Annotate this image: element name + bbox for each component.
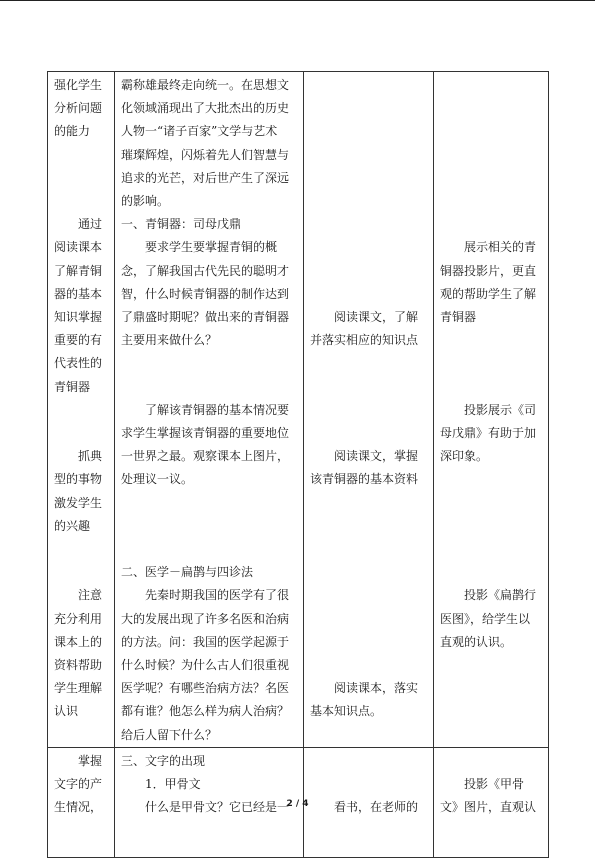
cell-text-line: 抓典 [54,449,103,464]
cell-text-line: 展示相关的青 [440,240,537,255]
cell-text-line: 观的帮助学生了解 [440,286,537,301]
cell-text-line: 投影展示《司 [440,402,537,417]
cell-text-line: 母戊鼎》有助于加 [440,426,537,441]
cell-text-line: 青铜器 [54,379,91,394]
cell-text-line: 什么时候？为什么古人们很重视 [121,658,290,673]
cell-text-line: 课本上的 [54,634,103,649]
cell-text-line: 都有谁？他怎么样为病人治病？ [121,704,290,719]
cell-text-line [310,773,430,796]
cell-text-line [121,538,300,561]
cell-text-line [310,213,430,236]
cell-text-line: 阅读课文，了解 [310,310,419,325]
cell-text-line [310,608,430,631]
cell-text-line [54,422,111,445]
cell-text-line: 分析问题 [54,101,103,116]
cell-text-line: 掌握 [54,753,103,768]
cell-text-line: 处理议一议。 [121,472,194,487]
cell-text-line [54,167,111,190]
cell-text-line [310,561,430,584]
cell-text-line [54,399,111,422]
cell-text-line [440,329,545,352]
cell-text-line: 文》图片，直观认 [440,800,537,815]
cell-text-line: 阅读课本 [54,240,103,255]
cell-text-line: 给后人留下什么？ [121,727,218,742]
cell-text-line: 1．甲骨文 [121,777,201,792]
cell-text-line [440,74,545,97]
cell-text-line: 铜器投影片，更直 [440,263,537,278]
cell-text-line [310,352,430,375]
cell-content [115,72,304,748]
cell-text-line [310,97,430,120]
cell-text-line [310,584,430,607]
cell-text-line [121,492,300,515]
table-row [48,72,549,748]
cell-text-line [310,74,430,97]
cell-text-line [440,376,545,399]
cell-text-line: 先秦时期我国的医学有了很 [121,588,290,603]
cell-text-line: 该青铜器的基本资料 [310,472,419,487]
cell-text-line: 强化学生 [54,78,103,92]
cell-text-line: 深印象。 [440,449,489,464]
cell-text-line [54,561,111,584]
cell-text-line: 医学呢？有哪些治病方法？名医 [121,681,290,696]
cell-text-line: 的影响。 [121,194,170,209]
cell-text-line: 青铜器 [440,310,477,325]
cell-text-line [310,190,430,213]
cell-text-line [440,167,545,190]
cell-text-line [310,631,430,654]
cell-text-line [440,144,545,167]
cell-text-line: 通过 [54,217,103,232]
cell-text-line [310,260,430,283]
cell-text-line: 直观的认识。 [440,634,513,649]
cell-text-line: 什么是甲骨文？它已经是一 [121,800,290,815]
cell-text-line [310,120,430,143]
cell-text-line: 知识掌握 [54,310,103,325]
cell-text-line: 的方法。问：我国的医学起源于 [121,634,290,649]
cell-text-line: 三、文字的出现 [121,753,206,768]
cell-text-line [310,376,430,399]
cell-text-line: 化领域涌现出了大批杰出的历史 [121,101,290,116]
cell-text-line [54,144,111,167]
cell-text-line [440,468,545,491]
cell-text-line: 大的发展出现了许多名医和治病 [121,611,290,626]
cell-text-line [121,376,300,399]
cell-text-line: 阅读课文，掌握 [310,449,419,464]
cell-text-line: 器的基本 [54,286,103,301]
cell-text-line: 追求的光芒，对后世产生了深远 [121,170,290,185]
cell-text-line: 一世界之最。观察课本上图片， [121,449,290,464]
cell-text-line: 注意 [54,588,103,603]
cell-text-line [440,97,545,120]
cell-text-line [54,190,111,213]
cell-text-line [440,750,545,773]
cell-text-line: 人物一“诸子百家”文学与艺术 [121,124,278,139]
cell-text-line: 重要的有 [54,333,103,348]
cell-text-line: 投影《扁鹊行 [440,588,537,603]
cell-text-line: 阅读课本，落实 [310,681,419,696]
cell-objective [48,72,115,748]
header-rule [0,0,595,1]
cell-text-line: 主要用来做什么？ [121,333,218,348]
cell-text-line: 二、医学－扁鹊与四诊法 [121,565,254,580]
cell-text-line [440,492,545,515]
cell-text-line: 看书，在老师的 [310,800,419,815]
cell-text-line: 了解青铜 [54,263,103,278]
cell-text-line [440,515,545,538]
cell-text-line [121,352,300,375]
cell-text-line [310,422,430,445]
cell-text-line [54,538,111,561]
cell-text-line: 的能力 [54,124,91,139]
cell-text-line: 激发学生 [54,495,103,510]
cell-text-line: 医图》，给学生以 [440,611,531,626]
cell-text-line [310,654,430,677]
cell-text-line [440,213,545,236]
cell-text-line [440,120,545,143]
cell-teacher-activity [434,72,549,748]
cell-text-line [440,538,545,561]
cell-text-line: 并落实相应的知识点 [310,333,419,348]
cell-text-line [440,561,545,584]
cell-text-line [440,352,545,375]
lesson-plan-table [47,71,549,858]
cell-student-activity [304,72,434,748]
cell-text-line: 一、青铜器：司母戊鼎 [121,217,242,232]
cell-text-line: 生情况， [54,800,103,815]
cell-text-line [310,283,430,306]
cell-text-line: 霸称雄最终走向统一。在思想文 [121,78,290,92]
cell-text-line [310,492,430,515]
cell-text-line: 求学生掌握该青铜器的重要地位 [121,426,290,441]
cell-text-line [310,399,430,422]
cell-text-line: 充分利用 [54,611,103,626]
cell-text-line: 要求学生要掌握青铜的概 [121,240,278,255]
cell-text-line: 学生理解 [54,681,103,696]
cell-text-line: 代表性的 [54,356,103,371]
cell-text-line: 璀璨辉煌，闪烁着先人们智慧与 [121,147,290,162]
page-number: 2 / 4 [286,799,309,809]
cell-text-line [310,750,430,773]
cell-text-line: 投影《甲骨 [440,777,525,792]
cell-text-line: 资料帮助 [54,658,103,673]
cell-text-line: 认识 [54,704,79,719]
cell-text-line [310,167,430,190]
cell-text-line: 的兴趣 [54,518,91,533]
cell-text-line: 了鼎盛时期呢？做出来的青铜器 [121,310,290,325]
cell-text-line: 智，什么时候青铜器的制作达到 [121,286,290,301]
cell-text-line [310,538,430,561]
cell-text-line: 基本知识点。 [310,704,383,719]
cell-text-line: 型的事物 [54,472,103,487]
cell-text-line [310,515,430,538]
cell-text-line [121,515,300,538]
cell-text-line [310,236,430,259]
cell-text-line: 念，了解我国古代先民的聪明才 [121,263,290,278]
cell-text-line: 了解该青铜器的基本情况要 [121,402,290,417]
cell-text-line [440,190,545,213]
cell-text-line [310,144,430,167]
cell-text-line: 文字的产 [54,777,103,792]
